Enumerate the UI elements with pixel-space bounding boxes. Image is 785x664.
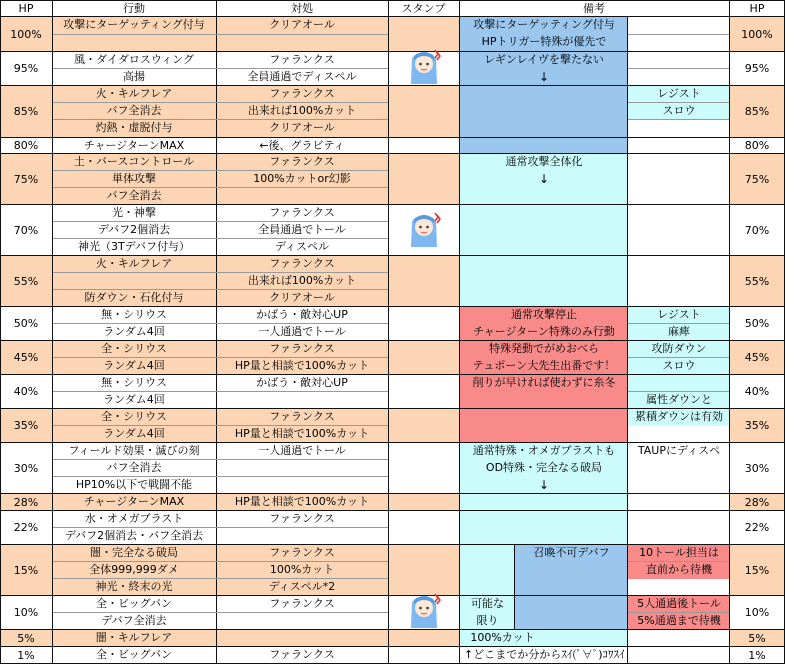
hp-right: 85% xyxy=(744,105,770,118)
hp-left: 35% xyxy=(13,419,39,432)
notes-line: テュポーン大先生出番です！ xyxy=(472,359,616,372)
hp-left: 80% xyxy=(13,139,39,152)
hp-right: 75% xyxy=(744,172,770,186)
right-note: 5%通過まで待機 xyxy=(637,614,721,627)
action-cell: ランダム4回 xyxy=(103,393,165,406)
response-cell: ファランクス xyxy=(269,648,335,661)
action-cell: ランダム4回 xyxy=(103,359,165,372)
action-cell: 攻撃にターゲッティング付与 xyxy=(63,18,205,31)
header-action: 行動 xyxy=(123,2,145,15)
action-cell: 火・キルフレア xyxy=(95,87,173,100)
response-cell: ファランクス xyxy=(269,206,335,219)
action-cell: バフ全消去 xyxy=(106,104,162,117)
hp-left: 55% xyxy=(13,274,39,288)
response-cell: HP量と相談で100%カット xyxy=(234,359,370,372)
response-cell: 出来れば100%カット xyxy=(247,274,357,287)
down-arrow: ↓ xyxy=(538,172,550,186)
action-cell: 闇・キルフレア xyxy=(95,631,173,644)
hp-right: 5% xyxy=(748,631,766,645)
response-cell: ファランクス xyxy=(269,87,335,100)
response-cell: ファランクス xyxy=(269,53,335,66)
hp-left: 28% xyxy=(13,495,39,509)
action-cell: フィールド効果・滅びの刻 xyxy=(68,444,200,457)
hp-right: 95% xyxy=(744,62,770,75)
action-cell: 全・ビッグバン xyxy=(96,597,172,610)
response-cell: ファランクス xyxy=(269,597,335,610)
header-stamp: スタンプ xyxy=(401,2,446,15)
response-cell: ファランクス xyxy=(269,342,335,355)
response-cell: HP量と相談で100%カット xyxy=(234,427,370,440)
right-note: 麻痺 xyxy=(668,325,690,338)
right-note: 直前から待機 xyxy=(646,563,712,576)
response-cell: ディスペル xyxy=(274,240,330,253)
response-cell: ファランクス xyxy=(269,410,335,423)
right-note: 攻防ダウン xyxy=(651,342,707,355)
action-cell: 防ダウン・石化付与 xyxy=(84,291,184,304)
response-cell: ファランクス xyxy=(269,257,335,270)
response-cell: クリアオール xyxy=(269,121,335,134)
notes-line: 通常特殊・オメガブラストも xyxy=(472,444,616,457)
action-cell: 単体攻撃 xyxy=(112,172,156,185)
right-note: レジスト xyxy=(657,87,701,100)
hp-right: 1% xyxy=(748,648,766,662)
action-cell: 神光（3Tデバフ付与） xyxy=(77,240,191,253)
action-cell: バフ全消去 xyxy=(106,189,162,202)
header-hp-left: HP xyxy=(18,2,34,15)
hp-left: 1% xyxy=(17,648,35,662)
notes-line: 100%カット xyxy=(470,631,535,644)
action-cell: 灼熱・虚脱付与 xyxy=(95,121,173,134)
action-cell: 全・ビッグバン xyxy=(96,648,172,661)
summon-debuff-note: 召喚不可デバフ xyxy=(533,546,610,559)
right-note: レジスト xyxy=(657,308,701,321)
right-note: TAUPにディスペ xyxy=(637,444,721,457)
notes-line: 可能な xyxy=(471,597,504,610)
hp-left: 15% xyxy=(13,563,39,577)
hp-right: 35% xyxy=(744,419,770,432)
action-cell: 光・神撃 xyxy=(112,206,156,219)
notes-line: 攻撃にターゲッティング付与 xyxy=(473,18,615,31)
response-cell: かばう・敵対心UP xyxy=(256,376,348,389)
action-cell: HP10%以下で戦闘不能 xyxy=(75,478,193,491)
action-cell: 無・シリウス xyxy=(101,308,167,321)
header-notes: 備考 xyxy=(583,2,605,15)
notes-line: レギンレイヴを撃たない xyxy=(483,53,605,66)
hp-left: 10% xyxy=(13,606,39,619)
response-cell: かばう・敵対心UP xyxy=(256,308,348,321)
hp-left: 22% xyxy=(13,521,39,534)
action-cell: 高揚 xyxy=(123,70,145,83)
response-cell: クリアオール xyxy=(269,18,335,31)
action-cell: 神光・終末の光 xyxy=(95,580,173,593)
response-cell: ディスペル*2 xyxy=(268,580,336,593)
action-cell: チャージターンMAX xyxy=(83,495,185,508)
hp-right: 30% xyxy=(744,461,770,475)
hp-left: 45% xyxy=(13,351,39,364)
header-response: 対処 xyxy=(291,2,313,15)
response-cell: 一人通過でトール xyxy=(258,444,346,457)
hp-left: 100% xyxy=(10,27,42,41)
hp-right: 40% xyxy=(744,385,770,398)
notes-line: HPトリガー特殊が優先で xyxy=(481,35,607,48)
hp-right: 70% xyxy=(744,223,770,237)
response-cell: 一人通過でトール xyxy=(258,325,346,338)
character-stamp-icon xyxy=(404,207,444,251)
action-cell: 水・オメガブラスト xyxy=(84,512,184,525)
notes-line: OD特殊・完全なる破局 xyxy=(485,461,603,474)
hp-left: 40% xyxy=(13,385,39,398)
action-cell: 土・バースコントロール xyxy=(73,155,195,168)
hp-right: 50% xyxy=(744,317,770,330)
action-cell: 無・シリウス xyxy=(101,376,167,389)
notes-line: チャージターン特殊のみ行動 xyxy=(473,325,615,338)
notes-line: 通常攻撃停止 xyxy=(511,308,577,321)
action-cell: 風・ダイダロスウィング xyxy=(74,53,194,66)
hp-left: 70% xyxy=(13,223,39,237)
hp-right: 15% xyxy=(744,563,770,577)
response-cell: ←後、グラビティ xyxy=(259,139,345,152)
response-cell: 全員通過でディスペル xyxy=(247,70,357,83)
header-hp-right: HP xyxy=(749,2,765,15)
response-cell: HP量と相談で100%カット xyxy=(234,495,370,508)
right-note: スロウ xyxy=(662,104,696,117)
down-arrow: ↓ xyxy=(538,70,550,84)
down-arrow: ↓ xyxy=(538,478,550,492)
action-cell: デバフ全消去 xyxy=(101,614,167,627)
hp-left: 5% xyxy=(17,631,35,645)
hp-right: 100% xyxy=(741,27,773,41)
hp-right: 45% xyxy=(744,351,770,364)
hp-right: 80% xyxy=(744,139,770,152)
action-cell: バフ全消去 xyxy=(106,461,162,474)
action-cell: 全・シリウス xyxy=(101,410,167,423)
response-cell: 100%カットor幻影 xyxy=(253,172,351,185)
action-cell: 闇・完全なる破局 xyxy=(90,546,178,559)
action-cell: チャージターンMAX xyxy=(83,139,185,152)
action-cell: デバフ2個消去 xyxy=(97,223,171,236)
hp-right: 22% xyxy=(744,521,770,534)
right-note: 累積ダウンは有効 xyxy=(635,410,723,423)
response-cell: 全員通過でトール xyxy=(258,223,346,236)
right-note: スロウ xyxy=(662,359,696,372)
action-cell: デバフ2個消去・バフ全消去 xyxy=(64,529,204,542)
hp-right: 28% xyxy=(744,495,770,509)
response-cell: 100%カット xyxy=(269,563,335,576)
hp-left: 75% xyxy=(13,172,39,186)
right-note: 10トール担当は xyxy=(639,546,719,559)
hp-right: 55% xyxy=(744,274,770,288)
character-stamp-icon xyxy=(404,588,444,632)
hp-left: 30% xyxy=(13,461,39,475)
action-cell: ランダム4回 xyxy=(103,325,165,338)
response-cell: ファランクス xyxy=(269,546,335,559)
hp-left: 50% xyxy=(13,317,39,330)
action-cell: ランダム4回 xyxy=(103,427,165,440)
right-note: 属性ダウンと xyxy=(646,393,712,406)
character-stamp-icon xyxy=(404,44,444,88)
action-cell: 火・キルフレア xyxy=(95,257,173,270)
response-cell: ファランクス xyxy=(269,512,335,525)
hp-right: 10% xyxy=(744,606,770,619)
response-cell: クリアオール xyxy=(269,291,335,304)
notes-line: 通常攻撃全体化 xyxy=(505,155,583,168)
response-cell: 出来れば100%カット xyxy=(247,104,357,117)
response-cell: ファランクス xyxy=(269,155,335,168)
action-cell: 全体999,999ダメ xyxy=(89,563,179,576)
notes-footer: ↑どこまでか分からｽｲ(ﾟ∀ﾟ)ｺﾜｽｲ xyxy=(464,648,625,661)
notes-line: 削りが早ければ使わずに糸冬 xyxy=(472,376,616,389)
hp-left: 85% xyxy=(13,105,39,118)
action-cell: 全・シリウス xyxy=(101,342,167,355)
right-note: 5人通過後トール xyxy=(637,597,721,610)
notes-line: 限り xyxy=(476,614,499,627)
notes-line: 特殊発動でがめおべら xyxy=(489,342,599,355)
hp-left: 95% xyxy=(13,62,39,75)
